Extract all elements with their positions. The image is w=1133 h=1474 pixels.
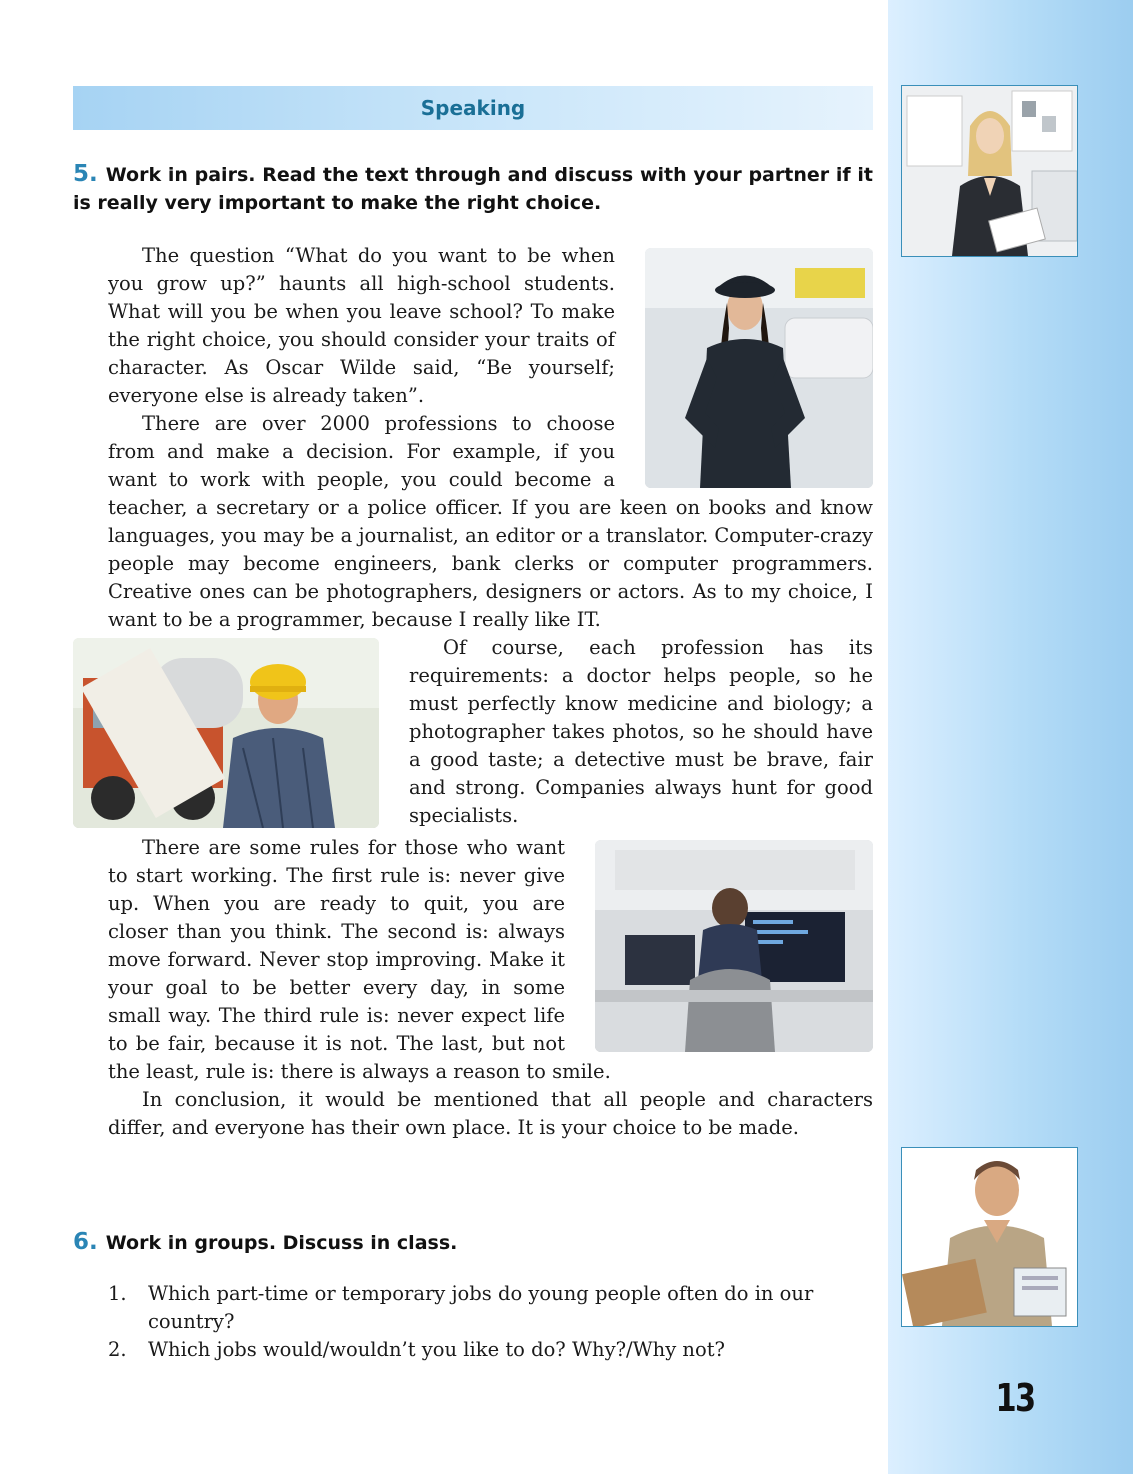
engineer-photo xyxy=(73,638,379,828)
task-instruction: Work in pairs. Read the text through and discuss with your partner if it is really very important to make the right choice. xyxy=(73,164,873,214)
paragraph: There are some rules for those who want to start working. The first rule is: never give up. When you are ready to quit, you are closer than you think. The second is: always move forward. Never stop improving. Make it your goal to be better every day, in some small way. The third rule is: never expect life to be fair, because it is not. The last, but not the least, rule is: there is always a reason to smile. xyxy=(108,834,873,1086)
question-list xyxy=(108,1280,873,1364)
list-index: 2. xyxy=(108,1338,127,1361)
paragraph: The question “What do you want to be when you grow up?” haunts all high-school students. What will you be when you leave school? To make the right choice, you should consider your traits of character. As Oscar Wilde said, “Be yourself; everyone else is already taken”. xyxy=(108,244,615,407)
list-text: Which jobs would/wouldn’t you like to do? Why?/Why not? xyxy=(148,1338,726,1361)
section-title: Speaking xyxy=(420,96,526,120)
list-text: Which part-time or temporary jobs do young people often do in our country? xyxy=(148,1282,814,1333)
reading-text xyxy=(108,242,873,1142)
list-item xyxy=(108,1280,873,1336)
section-banner xyxy=(73,86,873,130)
list-item xyxy=(108,1336,873,1364)
task-6 xyxy=(73,1228,873,1257)
page-number: 13 xyxy=(995,1376,1035,1420)
programmer-photo xyxy=(595,840,873,1052)
task-number: 5. xyxy=(73,161,98,187)
courier-photo xyxy=(901,1147,1078,1327)
paragraph: Of course, each profession has its requirements: a doctor helps people, so he must perfectly know medicine and biology; a photographer takes photos, so he should have a good taste; a detective must be brave, fair and strong. Companies always hunt for good specialists. xyxy=(409,636,873,827)
list-index: 1. xyxy=(108,1282,127,1305)
paragraph-text: There are over 2000 professions to choose from and make a decision. For example, if you want to work with people, you could become a teacher, a secretary or a police officer. If you are keen on books and know languages, you may be a journalist, an editor or a translator. Computer-crazy people may become engineers, bank clerks or computer programmers. Creative ones can be photographers, designers or actors. As to my choice, I want to be a programmer, because I really like IT. xyxy=(108,412,873,631)
task-number: 6. xyxy=(73,1229,98,1255)
office-worker-photo xyxy=(901,85,1078,257)
task-instruction: Work in groups. Discuss in class. xyxy=(105,1232,458,1254)
police-officer-photo xyxy=(645,248,873,488)
task-5 xyxy=(73,160,873,217)
paragraph: In conclusion, it would be mentioned that all people and characters differ, and everyone has their own place. It is your choice to be made. xyxy=(108,1088,873,1139)
